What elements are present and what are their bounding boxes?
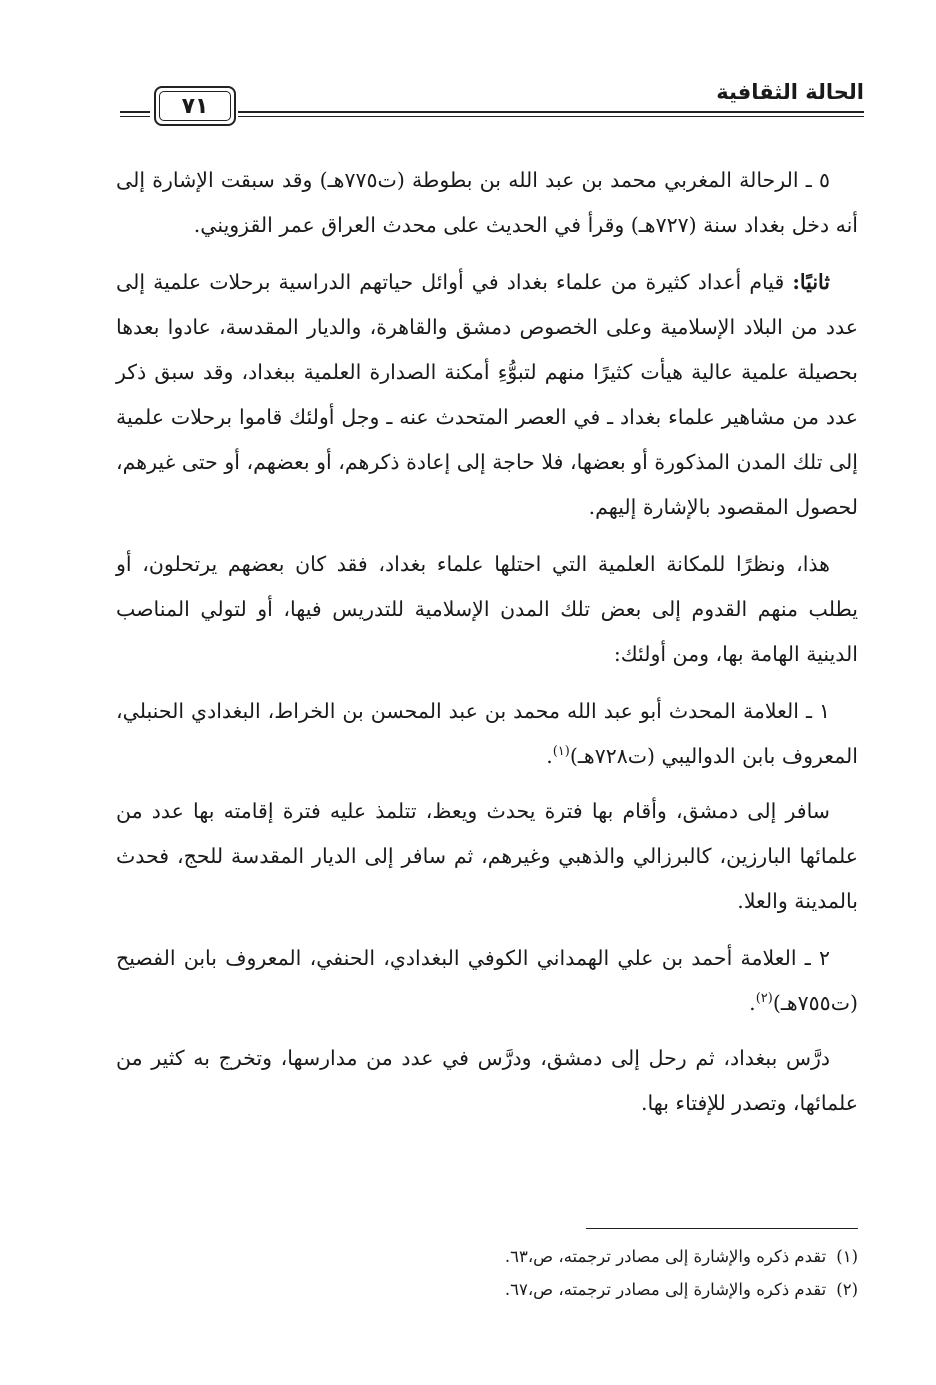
- page-number: ٧١: [181, 93, 209, 119]
- paragraph-hadha: هذا، ونظرًا للمكانة العلمية التي احتلها علماء بغداد، فقد كان بعضهم يرتحلون، أو يطلب منهم القدوم إلى بعض تلك المدن الإسلامية للتدريس فيها، أو لتولي المناصب الدينية الهامة بها، ومن أولئك:: [116, 552, 858, 666]
- paragraph-item-1: [116, 689, 858, 779]
- footnote-1-number: (١): [836, 1247, 858, 1266]
- page-number-badge: [154, 86, 236, 126]
- footnote-2-number: (٢): [836, 1280, 858, 1299]
- footnote-2-text: تقدم ذكره والإشارة إلى مصادر ترجمته، ص،٦٧.: [504, 1280, 827, 1299]
- thaniyan-text: قيام أعداد كثيرة من علماء بغداد في أوائل حياتهم الدراسية برحلات علمية إلى عدد من البلاد الإسلامية وعلى الخصوص دمشق والقاهرة، والديار المقدسة، عادوا بعدها بحصيلة علمية عالية هيأت كثيرًا منهم لتبوُّءِ أمكنة الصدارة العلمية ببغداد، وقد سبق ذكر عدد من مشاهير علماء بغداد ـ في العصر المتحدث عنه ـ وجل أولئك قاموا برحلات علمية إلى تلك المدن المذكورة أو بعضها، فلا حاجة إلى إعادة ذكرهم، أو بعضهم، أو حتى غيرهم، لحصول المقصود بالإشارة إليهم.: [116, 270, 858, 519]
- thaniyan-label: ثانيًا:: [792, 270, 830, 294]
- header-rule: [238, 111, 864, 117]
- item1-end: .: [546, 744, 553, 768]
- paragraph-item-2-bio: درَّس ببغداد، ثم رحل إلى دمشق، ودرَّس في عدد من مدارسها، وتخرج به كثير من علمائها، وتصدر للإفتاء بها.: [116, 1046, 858, 1115]
- paragraph-item-1-bio: سافر إلى دمشق، وأقام بها فترة يحدث ويعظ، تتلمذ عليه فترة إقامته بها عدد من علمائها البارزين، كالبرزالي والذهبي وغيرهم، ثم سافر إلى الديار المقدسة للحج، فحدث بالمدينة والعلا.: [116, 799, 858, 913]
- footnote-ref-1: (١): [552, 744, 570, 760]
- running-title: الحالة الثقافية: [708, 80, 864, 104]
- item2-end: .: [749, 991, 756, 1015]
- main-text: [116, 158, 858, 1138]
- footnote-1: [116, 1240, 858, 1273]
- item2-text: ٢ ـ العلامة أحمد بن علي الهمداني الكوفي البغدادي، الحنفي، المعروف بابن الفصيح (ت٧٥٥هـ): [116, 946, 858, 1015]
- header-rule-left: [120, 111, 150, 117]
- page-header: [120, 78, 864, 128]
- footnote-ref-2: (٢): [755, 991, 773, 1007]
- footnotes: [116, 1240, 858, 1306]
- footnote-1-text: تقدم ذكره والإشارة إلى مصادر ترجمته، ص،٦٣.: [504, 1247, 827, 1266]
- item1-text: ١ ـ العلامة المحدث أبو عبد الله محمد بن عبد المحسن بن الخراط، البغدادي الحنبلي، المعروف بابن الدواليبي (ت٧٢٨هـ): [116, 699, 858, 768]
- paragraph-thaniyan: [116, 260, 858, 530]
- footnote-separator: [586, 1228, 858, 1229]
- paragraph-item-2: [116, 936, 858, 1026]
- footnote-2: [116, 1273, 858, 1306]
- paragraph-item-5: ٥ ـ الرحالة المغربي محمد بن عبد الله بن بطوطة (ت٧٧٥هـ) وقد سبقت الإشارة إلى أنه دخل بغداد سنة (٧٢٧هـ) وقرأ في الحديث على محدث العراق عمر القزويني.: [116, 168, 858, 237]
